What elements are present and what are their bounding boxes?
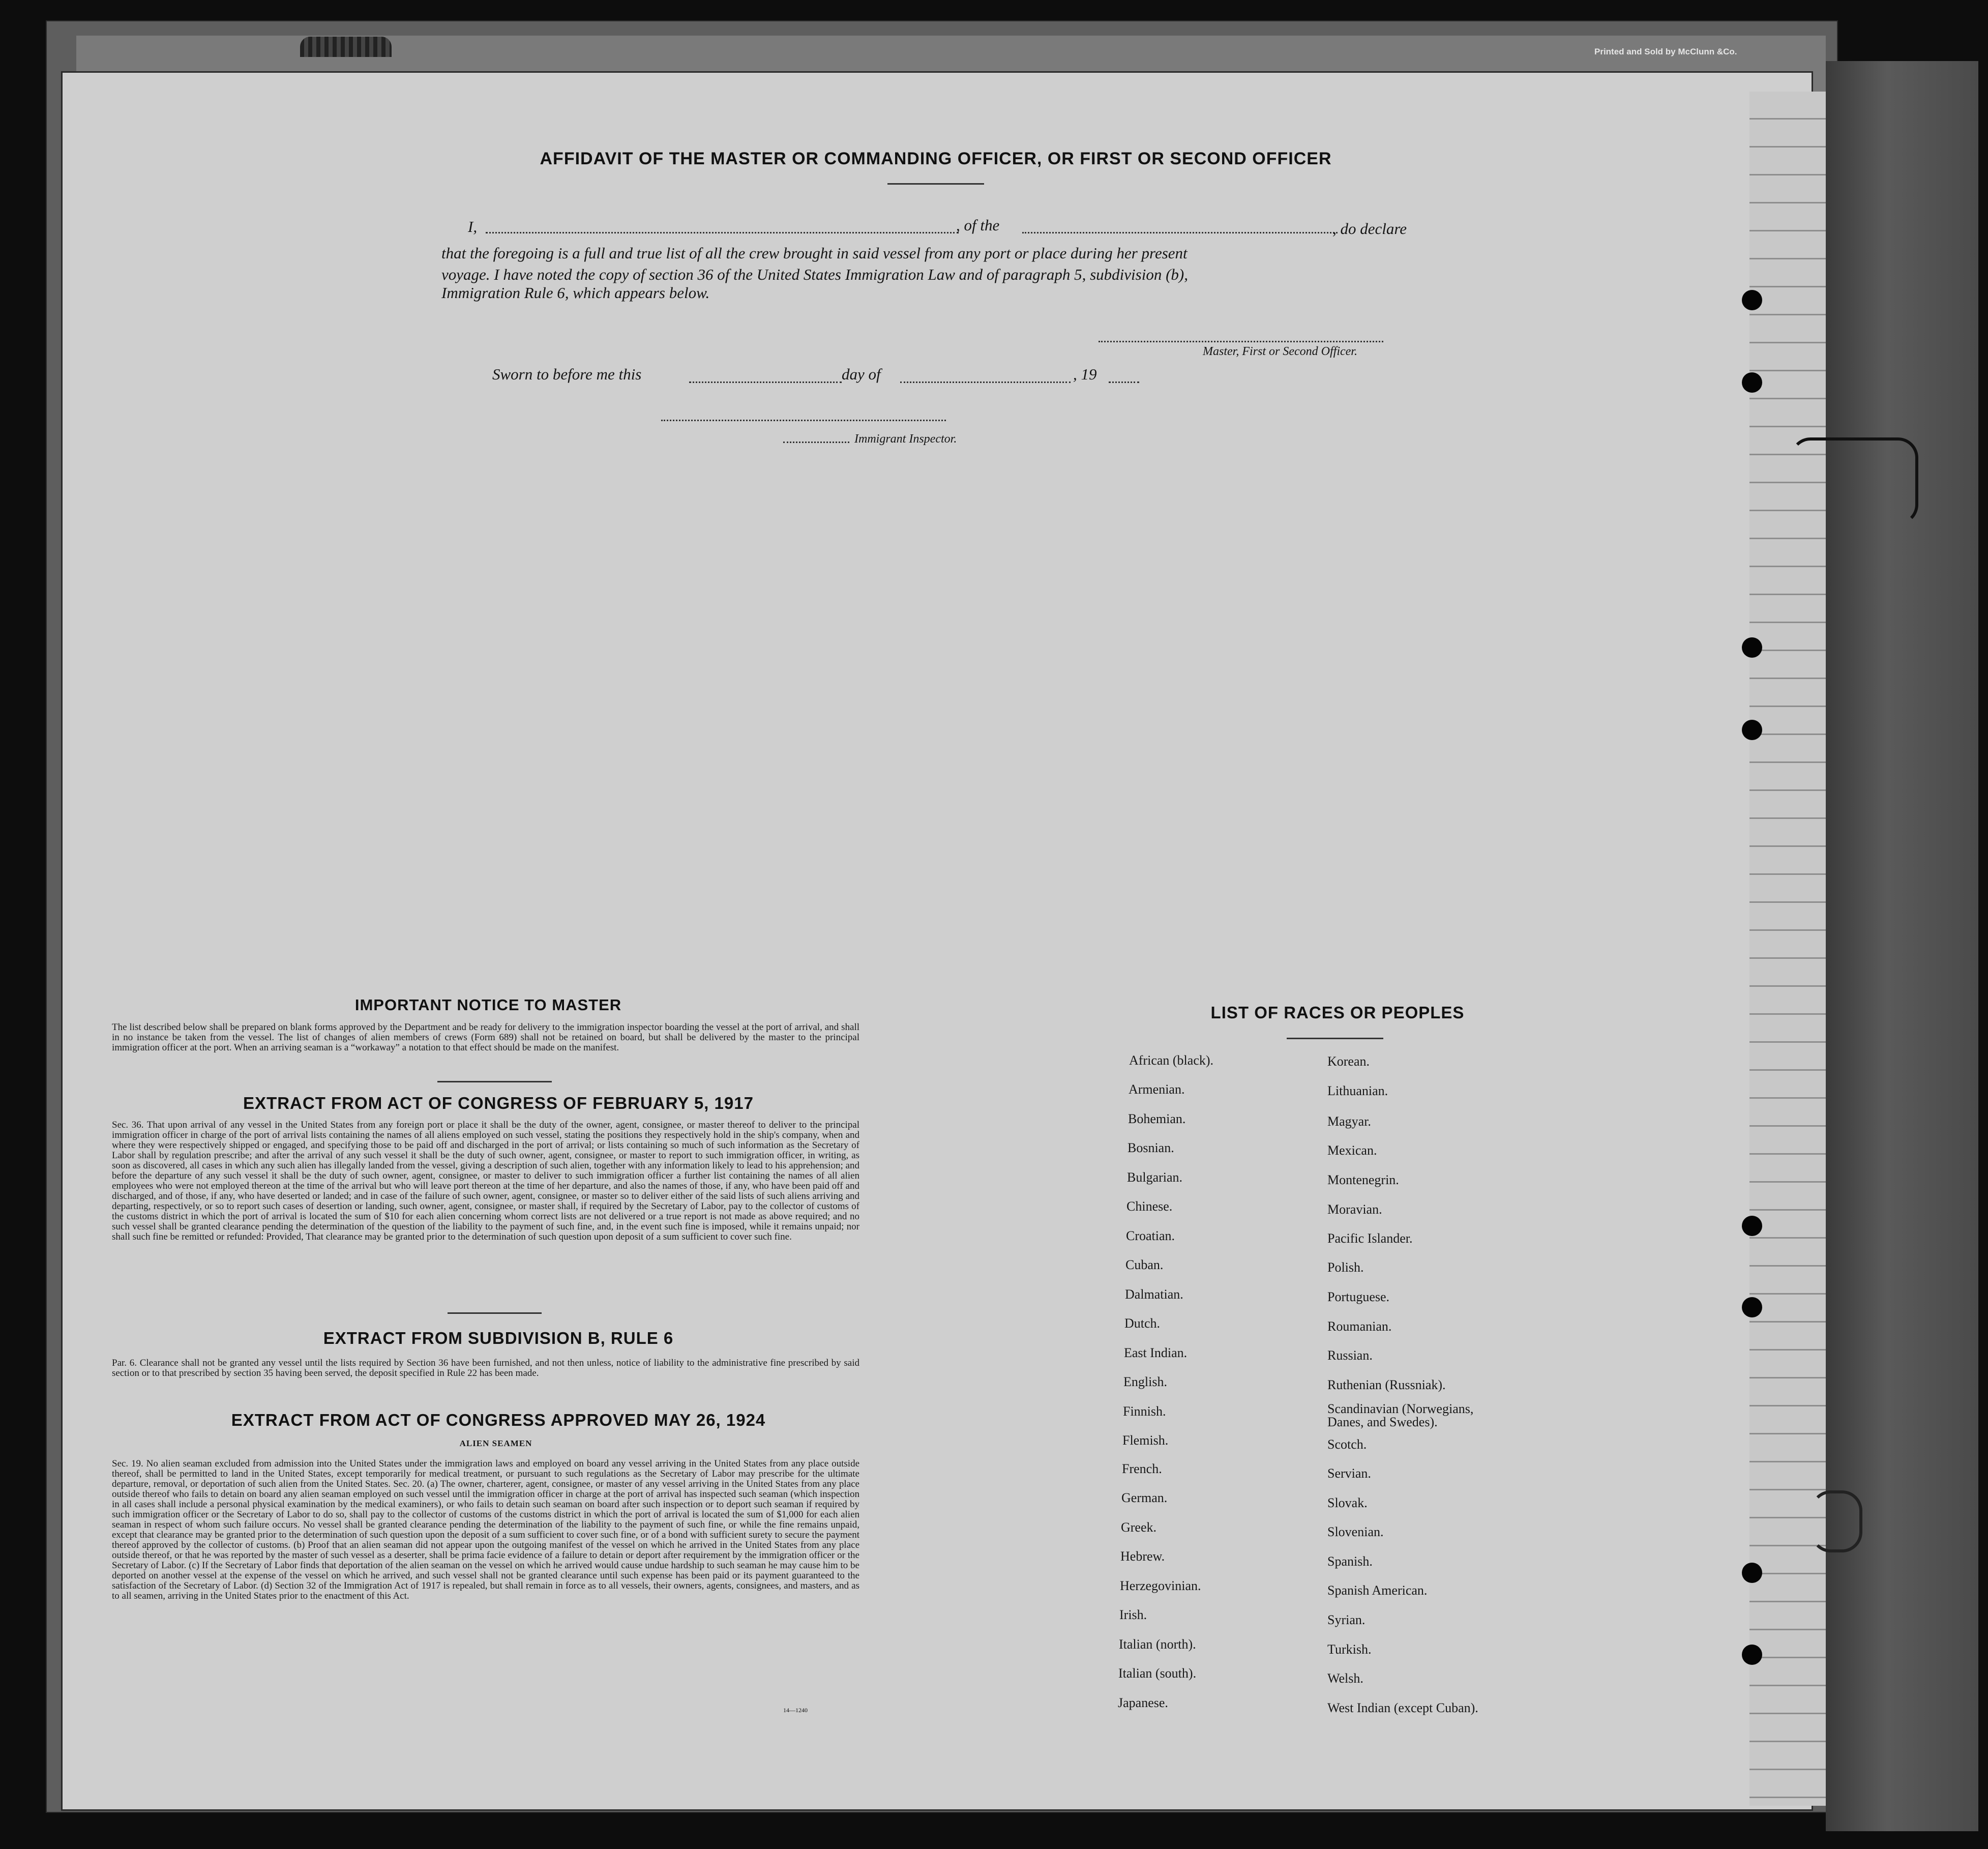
race-item: Spanish American. <box>1327 1583 1428 1598</box>
inspector-lead-line <box>783 442 849 443</box>
race-item: Italian (south). <box>1118 1666 1197 1681</box>
race-item: Portuguese. <box>1327 1289 1390 1304</box>
race-item: Japanese. <box>1118 1695 1168 1710</box>
race-item: German. <box>1121 1490 1168 1505</box>
race-item: Italian (north). <box>1119 1637 1196 1652</box>
affidavit-i: I, <box>468 218 478 236</box>
notice-divider <box>437 1081 552 1082</box>
race-item: Chinese. <box>1126 1199 1173 1214</box>
race-item: Cuban. <box>1125 1257 1164 1272</box>
handwritten-mark <box>1811 1490 1862 1552</box>
inspector-signature-label: Immigrant Inspector. <box>854 432 957 446</box>
name-blank <box>486 232 959 233</box>
race-item: Dutch. <box>1124 1316 1161 1331</box>
race-item: Pacific Islander. <box>1327 1231 1413 1246</box>
affidavit-of-the: , of the <box>956 216 1000 234</box>
race-item: Korean. <box>1327 1054 1370 1069</box>
race-item: Hebrew. <box>1120 1549 1165 1564</box>
extract-1924-title: EXTRACT FROM ACT OF CONGRESS APPROVED MAY 26, 1924 <box>231 1411 766 1429</box>
race-item: Montenegrin. <box>1327 1172 1399 1187</box>
races-divider <box>1287 1038 1383 1039</box>
rule6-body: Par. 6. Clearance shall not be granted any vessel until the lists required by Section 36 have been furnished, and not then unless, notice of liability to the administrative fine prescribed by said section or to that prescribed by section 35 having been served, the deposit specified in Rule 22 has been made. <box>112 1358 859 1378</box>
affidavit-line4: Immigration Rule 6, which appears below. <box>441 284 710 302</box>
race-item: African (black). <box>1129 1053 1214 1068</box>
extract-1924-body: Sec. 19. No alien seaman excluded from admission into the United States under the immigration laws and employed on board any vessel arriving in the United States from any place outside thereof, shall be permitted to land in the United States, except temporarily for medical treatment, or pursuant to such regulations as the Secretary of Labor may prescribe for the ultimate departure, removal, or deportation of such alien from the United States. Sec. 20. (a) The owner, charterer, agent, consignee, or master of any vessel arriving in the United States from any place outside thereof who fails to detain on board any alien seaman employed on such vessel until the immigration officer in charge at the port of arrival has inspected such seaman (which inspection in all cases shall include a personal physical examination by the medical examiners), or who fails to detain such seaman on board after such inspection or to deport such seaman if required by such immigration officer or the Secretary of Labor to do so, shall pay to the collector of customs of the customs district in which the port of arrival is located the sum of $1,000 for each alien seaman in respect of whom such failure occurs. No vessel shall be granted clearance pending the determination of the liability to the payment of such fine, or while the fine remains unpaid, except that clearance may be granted prior to the determination of such question upon the deposit of a sum sufficient to cover such fine, or of a bond with sufficient surety to secure the payment thereof approved by the collector of customs. (b) Proof that an alien seaman did not appear upon the outgoing manifest of the vessel on which he arrived in the United States from any place outside thereof, or that he was reported by the master of such vessel as a deserter, shall be prima facie evidence of a failure to detain or deport after requirement by the immigration officer or the Secretary of Labor. (c) If the Secretary of Labor finds that deportation of the alien seaman on the vessel on which he arrived would cause undue hardship to such seaman he may cause him to be deported on another vessel at the expense of the vessel on which he arrived, and such vessel shall not be granted clearance until such expense has been paid or its payment guaranteed to the satisfaction of the Secretary of Labor. (d) Section 32 of the Immigration Act of 1917 is repealed, but shall remain in force as to all vessels, their owners, agents, consignees, and masters, and as to all seamen, arriving in the United States prior to the enactment of this Act. <box>112 1458 859 1601</box>
extract-1917-body: Sec. 36. That upon arrival of any vessel in the United States from any foreign port or place it shall be the duty of the owner, agent, consignee, or master thereof to deliver to the principal immigration officer in charge of the port of arrival lists containing the names of all aliens employed on such vessel, stating the positions they respectively hold in the ship's company, when and where they were respectively shipped or engaged, and specifying those to be paid off and discharged in the port of arrival; or lists containing so much of such information as the Secretary of Labor shall by regulation prescribe; and after the arrival of any such vessel it shall be the duty of such owner, agent, consignee, or master to report to such immigration officer, in writing, as soon as discovered, all cases in which any such alien has illegally landed from the vessel, giving a description of such alien, together with any information likely to lead to his apprehension; and before the departure of any such vessel it shall be the duty of such owner, agent, consignee, or master to deliver to such immigration officer a further list containing the names of all alien employees who were not employed thereon at the time of the arrival but who will leave port thereon at the time of her departure, and also the names of those, if any, who have been paid off and discharged, and of those, if any, who have deserted or landed; and in case of the failure of such owner, agent, consignee, or master so to deliver either of the said lists of such aliens arriving and departing, respectively, or so to report such cases of desertion or landing, such owner, agent, consignee, or master shall, if required by the Secretary of Labor, pay to the collector of customs of the customs district in which the port of arrival is located the sum of $10 for each alien concerning whom correct lists are not delivered or a true report is not made as above required; and no such vessel shall be granted clearance pending the determination of the question of the liability to the payment of such fine, and, in the event such fine is imposed, while it remains unpaid; nor shall such fine be remitted or refunded: Provided, That clearance may be granted prior to the determination of such question upon deposit of a sum sufficient to cover such fine. <box>112 1120 859 1242</box>
race-item: Dalmatian. <box>1125 1287 1183 1302</box>
race-item: Ruthenian (Russniak). <box>1327 1377 1446 1392</box>
master-signature-line <box>1099 341 1383 342</box>
alien-seamen-subtitle: ALIEN SEAMEN <box>459 1439 532 1448</box>
race-item: Scotch. <box>1327 1437 1367 1452</box>
race-item: English. <box>1123 1374 1167 1389</box>
race-item: Irish. <box>1119 1607 1147 1622</box>
handwritten-mark <box>1790 437 1918 525</box>
race-item: Flemish. <box>1122 1433 1169 1448</box>
day-of-label: day of <box>842 365 881 383</box>
race-item: Welsh. <box>1327 1671 1363 1686</box>
inspector-signature-line <box>661 420 946 421</box>
race-item: Roumanian. <box>1327 1319 1392 1334</box>
title-underline <box>887 183 984 185</box>
scan-edge-strip <box>1826 61 1978 1831</box>
affidavit-line1 <box>468 218 477 236</box>
race-item: Moravian. <box>1327 1202 1382 1217</box>
race-item: Bulgarian. <box>1127 1170 1183 1185</box>
race-item: Servian. <box>1327 1466 1371 1481</box>
punch-hole <box>1742 290 1762 310</box>
extract-1917-title: EXTRACT FROM ACT OF CONGRESS OF FEBRUARY 5, 1917 <box>243 1094 754 1112</box>
race-item: Herzegovinian. <box>1120 1578 1201 1593</box>
punch-hole <box>1742 1297 1762 1317</box>
race-item: Finnish. <box>1123 1404 1166 1419</box>
race-item: Polish. <box>1327 1260 1364 1275</box>
punch-hole <box>1742 1645 1762 1665</box>
vessel-blank <box>1022 232 1338 233</box>
race-item: West Indian (except Cuban). <box>1327 1700 1478 1715</box>
race-item: Turkish. <box>1327 1642 1372 1657</box>
affidavit-line2: that the foregoing is a full and true list of all the crew brought in said vessel from any port or place during her present <box>441 244 1188 262</box>
race-item: East Indian. <box>1124 1345 1188 1360</box>
year-label: , 19 <box>1073 365 1097 383</box>
races-title: LIST OF RACES OR PEOPLES <box>1210 1003 1465 1022</box>
race-item: Magyar. <box>1327 1114 1371 1129</box>
race-item: Armenian. <box>1129 1082 1185 1097</box>
notice-title: IMPORTANT NOTICE TO MASTER <box>354 996 622 1014</box>
race-item: Russian. <box>1327 1348 1373 1363</box>
ruled-page-edge <box>1749 92 1826 1806</box>
printer-mark: Printed and Sold by McClunn &Co. <box>1594 47 1737 56</box>
sworn-day-blank <box>689 381 842 383</box>
affidavit-declare: , do declare <box>1332 220 1407 238</box>
year-blank <box>1109 381 1139 383</box>
punch-hole <box>1742 1216 1762 1236</box>
notice-body: The list described below shall be prepared on blank forms approved by the Department and be ready for delivery to the immigration inspector boarding the vessel at the port of arrival, and shall in no instance be taken from the vessel. The list of changes of alien members of crews (Form 689) shall not be retained on board, but shall be delivered by the master to the principal immigration officer at the port. When an arriving seaman is a “workaway” a notation to that effect should be made on the manifest. <box>112 1022 859 1053</box>
race-item: Slovak. <box>1327 1495 1368 1510</box>
race-item: Lithuanian. <box>1327 1083 1388 1098</box>
race-item: Syrian. <box>1327 1612 1366 1627</box>
race-item: Spanish. <box>1327 1554 1373 1569</box>
race-item: Greek. <box>1121 1520 1157 1535</box>
race-item: Slovenian. <box>1327 1524 1384 1539</box>
rule6-title: EXTRACT FROM SUBDIVISION B, RULE 6 <box>323 1329 674 1347</box>
seal-stamp-edge <box>300 37 392 57</box>
punch-hole <box>1742 1563 1762 1583</box>
punch-hole <box>1742 720 1762 740</box>
punch-hole <box>1742 372 1762 393</box>
race-item: Bohemian. <box>1128 1111 1186 1126</box>
race-item: French. <box>1122 1461 1162 1476</box>
affidavit-line3: voyage. I have noted the copy of section 36 of the United States Immigration Law and of paragraph 5, subdivision (b), <box>441 266 1188 283</box>
form-number: 14—1240 <box>783 1707 808 1714</box>
extract-1917-divider <box>448 1312 542 1314</box>
race-item: Scandinavian (Norwegians, Danes, and Swedes). <box>1327 1401 1474 1429</box>
sworn-label: Sworn to before me this <box>492 365 642 383</box>
race-item: Bosnian. <box>1127 1140 1174 1155</box>
race-item: Mexican. <box>1327 1143 1377 1158</box>
affidavit-title: AFFIDAVIT OF THE MASTER OR COMMANDING OFFICER, OR FIRST OR SECOND OFFICER <box>540 149 1332 168</box>
punch-hole <box>1742 637 1762 658</box>
master-signature-label: Master, First or Second Officer. <box>1203 345 1357 358</box>
race-item: Croatian. <box>1126 1228 1175 1243</box>
sworn-month-blank <box>900 381 1071 383</box>
